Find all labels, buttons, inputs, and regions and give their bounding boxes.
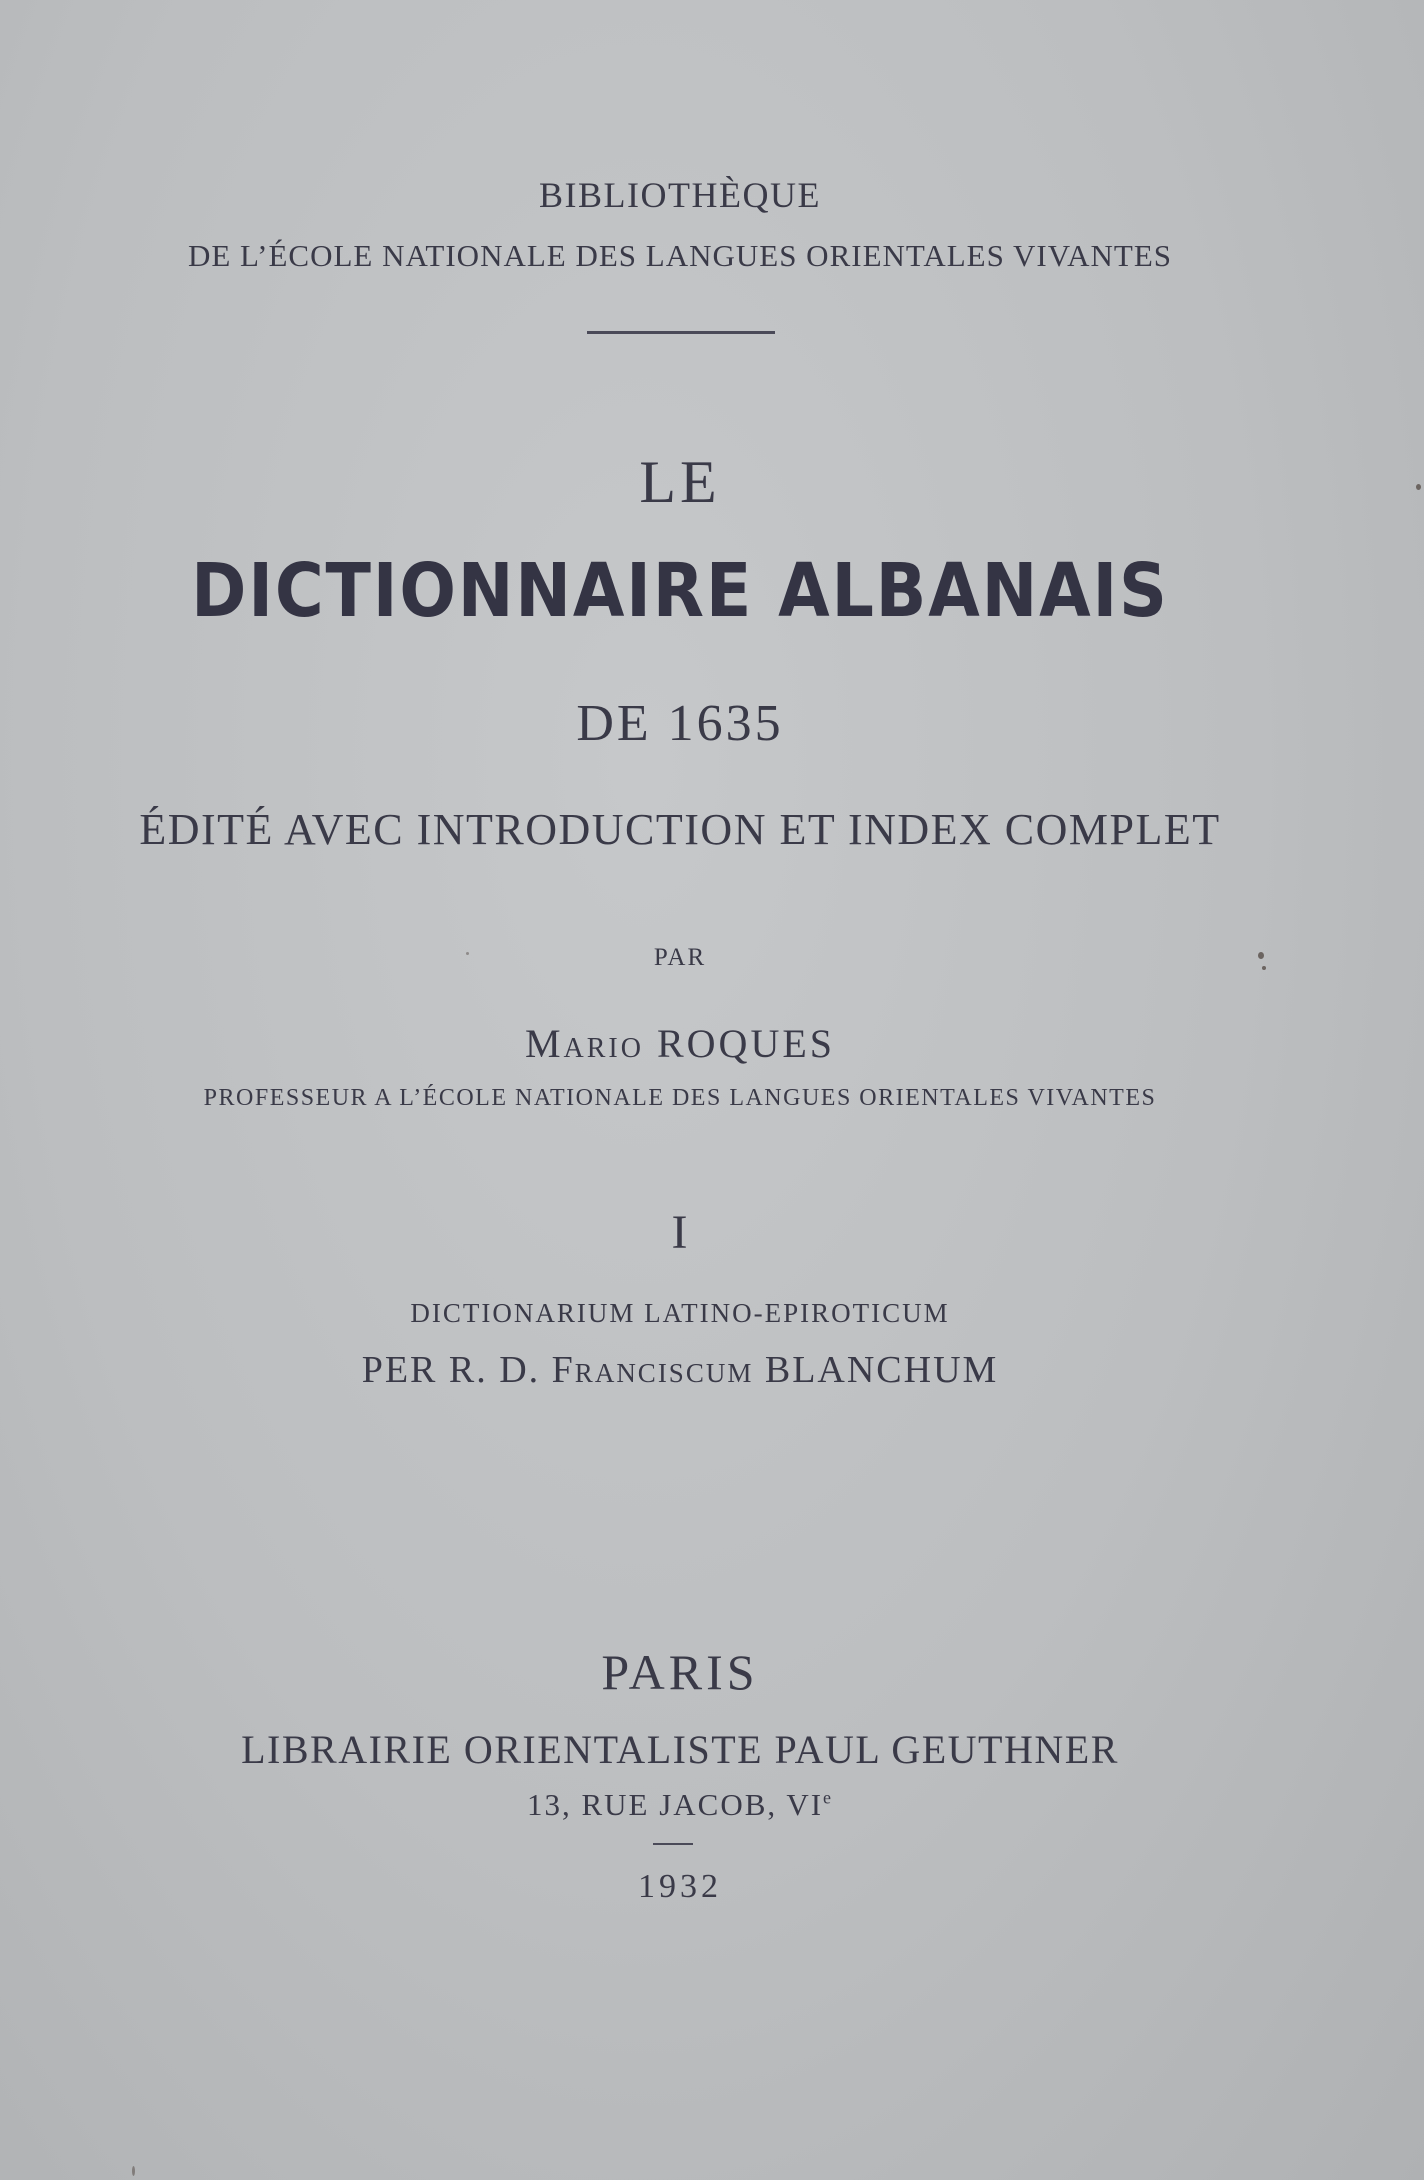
address-street: RUE JACOB, VI (581, 1787, 824, 1822)
title-date: DE 1635 (576, 695, 784, 752)
series-title: BIBLIOTHÈQUE (539, 175, 821, 215)
imprint-city: PARIS (601, 1644, 759, 1700)
author-first-name: Mario (524, 1021, 644, 1066)
imprint-year: 1932 (638, 1868, 722, 1905)
divider-rule (587, 331, 775, 334)
volume-title: DICTIONARIUM LATINO-EPIROTICUM (410, 1298, 950, 1328)
series-subtitle: DE L’ÉCOLE NATIONALE DES LANGUES ORIENTALES VIVANTES (187, 238, 1173, 273)
address-sup: e (823, 1787, 834, 1808)
paper-speck (132, 2166, 135, 2176)
by-label: PAR (653, 944, 707, 971)
volume-author-prefix: PER R. D. (361, 1349, 541, 1391)
paper-speck (1262, 966, 1266, 970)
address-number: 13, (526, 1787, 572, 1822)
volume-author-first: Franciscum (551, 1349, 754, 1391)
author-last-name: ROQUES (656, 1021, 836, 1066)
volume-author-last: BLANCHUM (764, 1349, 999, 1391)
title-article: LE (639, 449, 721, 515)
edition-statement: ÉDITÉ AVEC INTRODUCTION ET INDEX COMPLET (139, 805, 1221, 854)
volume-author (0, 1348, 1360, 1392)
volume-number: I (671, 1206, 689, 1259)
imprint-publisher: LIBRAIRIE ORIENTALISTE PAUL GEUTHNER (241, 1727, 1119, 1772)
imprint-address (0, 1787, 1360, 1823)
paper-speck (466, 952, 469, 955)
paper-speck (1416, 484, 1421, 490)
author-role: PROFESSEUR A L’ÉCOLE NATIONALE DES LANGUES ORIENTALES VIVANTES (203, 1085, 1157, 1111)
paper-speck (1258, 952, 1264, 959)
imprint-rule (653, 1843, 693, 1845)
author-name (0, 1020, 1360, 1067)
book-title: DICTIONNAIRE ALBANAIS (191, 548, 1169, 634)
